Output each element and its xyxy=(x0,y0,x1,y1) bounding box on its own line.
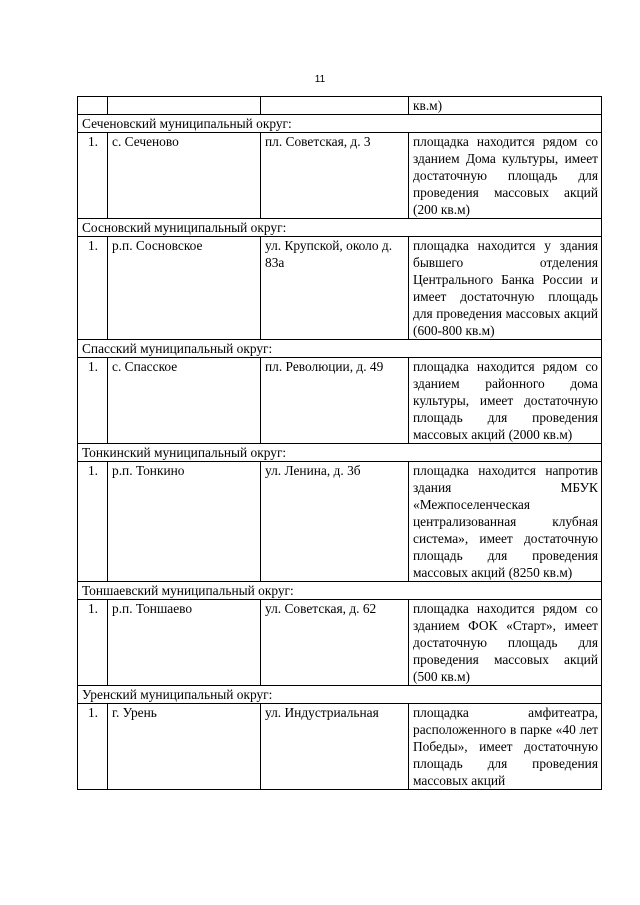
address-cell: пл. Революции, д. 49 xyxy=(261,358,409,444)
district-header xyxy=(78,340,602,358)
description-cell: площадка находится рядом со зданием ФОК «Старт», имеет достаточную площадь для проведения массовых акций (500 кв.м) xyxy=(409,600,602,686)
table-row xyxy=(78,600,602,686)
num-cell: 1. xyxy=(78,133,108,219)
district-name: Уренский муниципальный округ: xyxy=(78,686,602,704)
description-cell: площадка амфитеатра, расположенного в парке «40 лет Победы», имеет достаточную площадь для проведения массовых акций xyxy=(409,704,602,790)
table-row xyxy=(78,704,602,790)
district-header xyxy=(78,686,602,704)
address-cell: ул. Ленина, д. 3б xyxy=(261,462,409,582)
table-row xyxy=(78,237,602,340)
district-header xyxy=(78,582,602,600)
place-cell: р.п. Тоншаево xyxy=(108,600,261,686)
table-row xyxy=(78,133,602,219)
num-cell: 1. xyxy=(78,704,108,790)
table-row-continuation xyxy=(78,97,602,115)
place-cell: р.п. Тонкино xyxy=(108,462,261,582)
address-cell: ул. Советская, д. 62 xyxy=(261,600,409,686)
description-cell: площадка находится рядом со зданием районного дома культуры, имеет достаточную площадь для проведения массовых акций (2000 кв.м) xyxy=(409,358,602,444)
table-row xyxy=(78,358,602,444)
address-cell: пл. Советская, д. 3 xyxy=(261,133,409,219)
description-cell: площадка находится у здания бывшего отделения Центрального Банка России и имеет достаточную площадь для проведения массовых акций (600-800 кв.м) xyxy=(409,237,602,340)
num-cell: 1. xyxy=(78,462,108,582)
page-number: 11 xyxy=(314,74,326,85)
num-cell: 1. xyxy=(78,600,108,686)
place-cell: с. Сеченово xyxy=(108,133,261,219)
table-row xyxy=(78,462,602,582)
address-cell xyxy=(261,97,409,115)
num-cell xyxy=(78,97,108,115)
district-name: Тонкинский муниципальный округ: xyxy=(78,444,602,462)
description-cell: площадка находится напротив здания МБУК «Межпоселенческая централизованная клубная система», имеет достаточную площадь для проведения массовых акций (8250 кв.м) xyxy=(409,462,602,582)
place-cell xyxy=(108,97,261,115)
place-cell: с. Спасское xyxy=(108,358,261,444)
address-cell: ул. Индустриальная xyxy=(261,704,409,790)
district-name: Сосновский муниципальный округ: xyxy=(78,219,602,237)
district-name: Сеченовский муниципальный округ: xyxy=(78,115,602,133)
place-cell: г. Урень xyxy=(108,704,261,790)
description-cell: кв.м) xyxy=(409,97,602,115)
venues-table xyxy=(77,96,602,790)
district-name: Спасский муниципальный округ: xyxy=(78,340,602,358)
num-cell: 1. xyxy=(78,237,108,340)
place-cell: р.п. Сосновское xyxy=(108,237,261,340)
address-cell: ул. Крупской, около д. 83а xyxy=(261,237,409,340)
district-name: Тоншаевский муниципальный округ: xyxy=(78,582,602,600)
description-cell: площадка находится рядом со зданием Дома культуры, имеет достаточную площадь для проведения массовых акций (200 кв.м) xyxy=(409,133,602,219)
num-cell: 1. xyxy=(78,358,108,444)
district-header xyxy=(78,115,602,133)
district-header xyxy=(78,219,602,237)
district-header xyxy=(78,444,602,462)
